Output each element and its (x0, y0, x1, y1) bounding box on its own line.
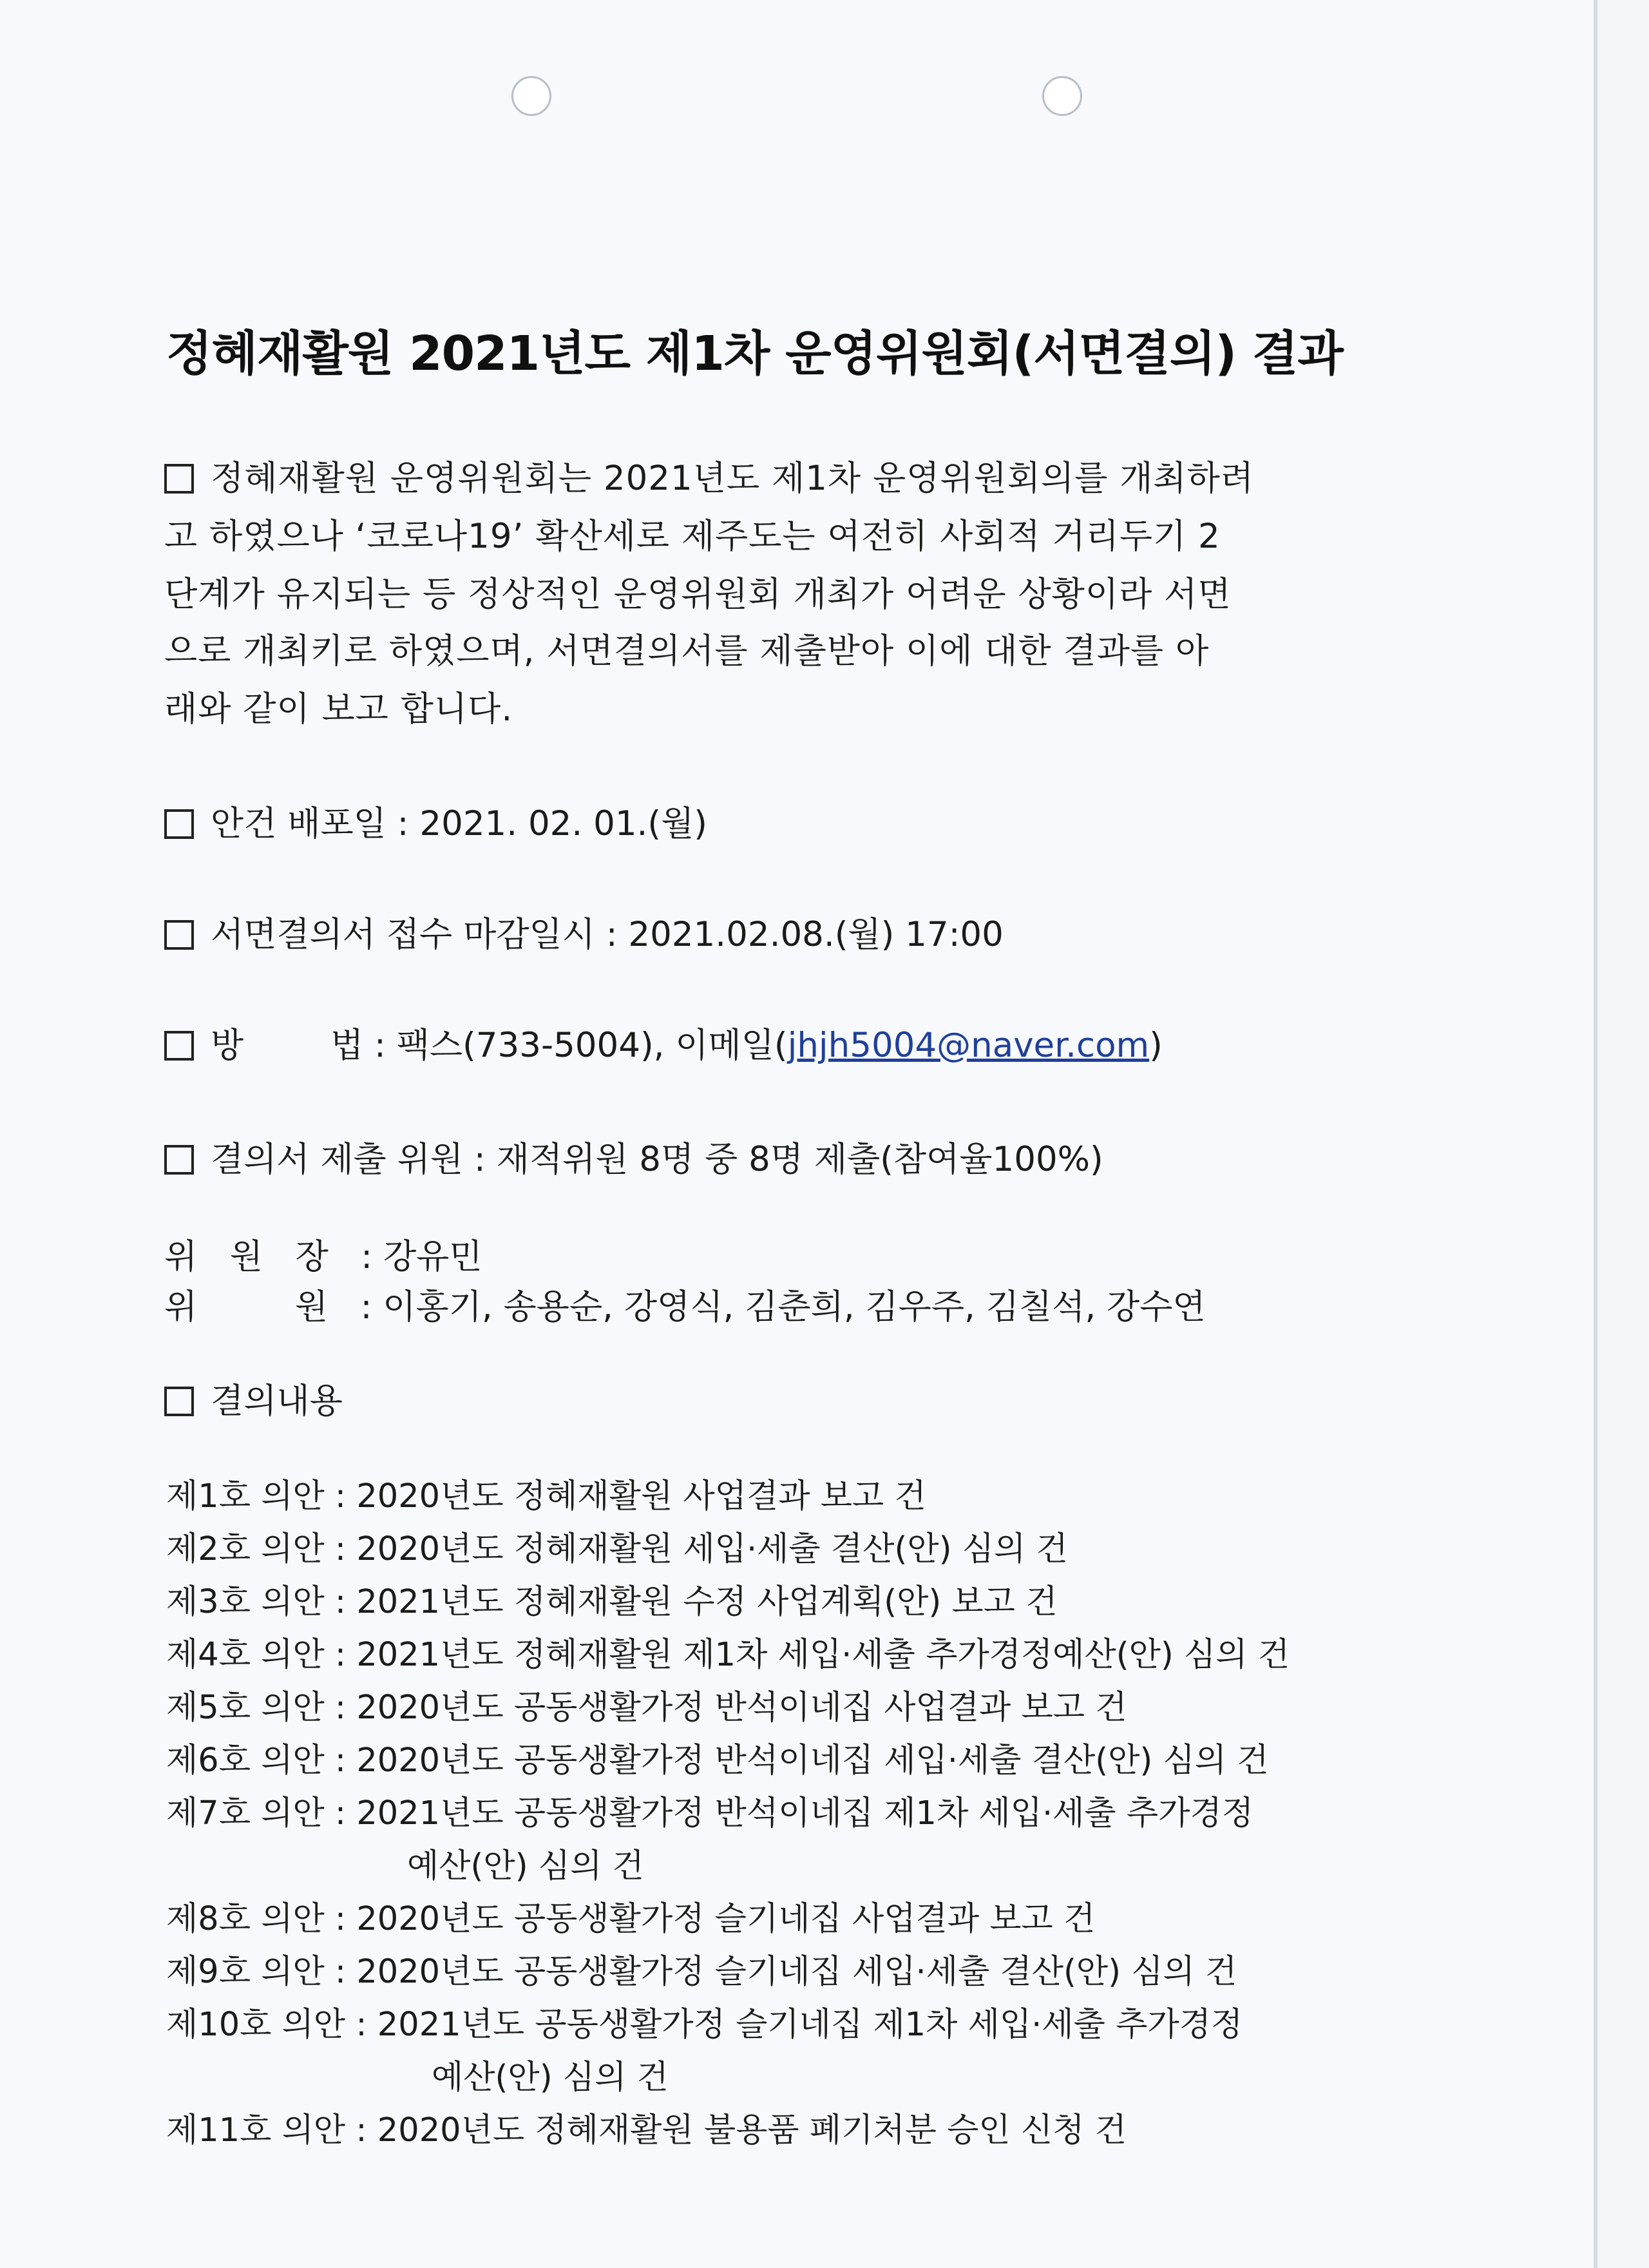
agenda-item: 제6호 의안 : 2020년도 공동생활가정 반석이네집 세입·세출 결산(안) 심의 건 (166, 1742, 1269, 1780)
submission-method: 방 법 : 팩스(733-5004), 이메일(jhjh5004@naver.com) (164, 1018, 1163, 1067)
members-label: 위 원 (164, 1287, 329, 1327)
chair-label: 위 원 장 (164, 1237, 329, 1276)
distribution-date: 안건 배포일 : 2021. 02. 01.(월) (164, 796, 707, 845)
intro-line: 으로 개최키로 하였으며, 서면결의서를 제출받아 이에 대한 결과를 아 (164, 631, 1210, 671)
checkbox-icon (164, 920, 194, 950)
chair-value: : 강유민 (361, 1237, 482, 1276)
submitting-members: 결의서 제출 위원 : 재적위원 8명 중 8명 제출(참여율100%) (164, 1132, 1103, 1181)
intro-line: 정혜재활원 운영위원회는 2021년도 제1차 운영위원회의를 개최하려 (164, 451, 1254, 500)
document-title: 정혜재활원 2021년도 제1차 운영위원회(서면결의) 결과 (166, 326, 1343, 381)
checkbox-icon (164, 464, 194, 494)
checkbox-icon (164, 1387, 194, 1416)
checkbox-icon (164, 809, 194, 839)
checkbox-icon (164, 1031, 194, 1061)
intro-line: 고 하였으나 ‘코로나19’ 확산세로 제주도는 여전히 사회적 거리두기 2 (164, 517, 1221, 556)
agenda-item: 제3호 의안 : 2021년도 정혜재활원 수정 사업계획(안) 보고 건 (166, 1583, 1058, 1621)
agenda-item: 제11호 의안 : 2020년도 정혜재활원 불용품 폐기처분 승인 신청 건 (166, 2111, 1127, 2149)
submission-deadline: 서면결의서 접수 마감일시 : 2021.02.08.(월) 17:00 (164, 907, 1004, 956)
email-link[interactable]: jhjh5004@naver.com (787, 1026, 1150, 1065)
agenda-item: 제9호 의안 : 2020년도 공동생활가정 슬기네집 세입·세출 결산(안) 심의 건 (166, 1953, 1237, 1991)
members-value: : 이홍기, 송용순, 강영식, 김춘희, 김우주, 김칠석, 강수연 (360, 1287, 1206, 1327)
agenda-item: 제2호 의안 : 2020년도 정혜재활원 세입·세출 결산(안) 심의 건 (166, 1530, 1068, 1568)
agenda-item: 제4호 의안 : 2021년도 정혜재활원 제1차 세입·세출 추가경정예산(안) 심의 건 (166, 1636, 1290, 1674)
checkbox-icon (164, 1145, 194, 1175)
punch-hole-left (511, 76, 551, 116)
members-row (164, 1280, 1206, 1329)
agenda-item-continuation: 예산(안) 심의 건 (432, 2059, 669, 2097)
agenda-item-continuation: 예산(안) 심의 건 (407, 1847, 644, 1885)
resolution-heading: 결의내용 (164, 1374, 343, 1423)
intro-line: 래와 같이 보고 합니다. (164, 689, 513, 729)
intro-line: 단계가 유지되는 등 정상적인 운영위원회 개최가 어려운 상황이라 서면 (164, 575, 1232, 614)
punch-hole-right (1042, 76, 1082, 116)
agenda-item: 제10호 의안 : 2021년도 공동생활가정 슬기네집 제1차 세입·세출 추가경정 (166, 2006, 1243, 2044)
chair-row (164, 1229, 482, 1278)
agenda-item: 제8호 의안 : 2020년도 공동생활가정 슬기네집 사업결과 보고 건 (166, 1900, 1096, 1938)
agenda-item: 제7호 의안 : 2021년도 공동생활가정 반석이네집 제1차 세입·세출 추가경정 (166, 1794, 1253, 1832)
agenda-item: 제5호 의안 : 2020년도 공동생활가정 반석이네집 사업결과 보고 건 (166, 1689, 1127, 1727)
agenda-item: 제1호 의안 : 2020년도 정혜재활원 사업결과 보고 건 (166, 1477, 926, 1515)
